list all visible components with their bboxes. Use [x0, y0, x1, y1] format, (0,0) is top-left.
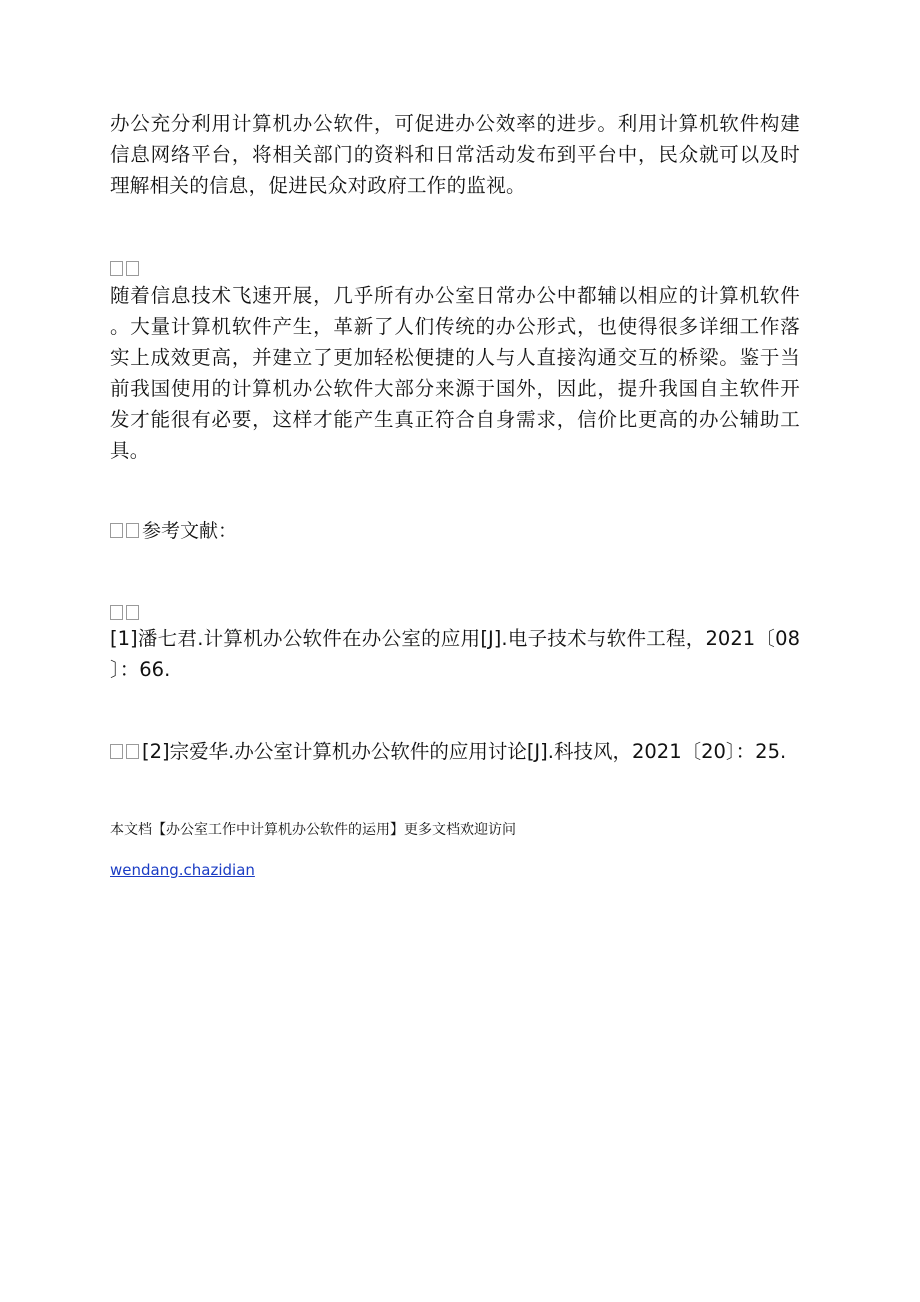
- paragraph-line: 实上成效更高，并建立了更加轻松便捷的人与人直接沟通交互的桥梁。鉴于当: [110, 346, 800, 369]
- footer-link[interactable]: wendang.chazidian: [110, 861, 255, 879]
- reference-1: [110, 623, 800, 685]
- paragraph-line: 随着信息技术飞速开展，几乎所有办公室日常办公中都辅以相应的计算机软件: [110, 284, 800, 307]
- paragraph-2: [110, 280, 800, 466]
- paragraph-line: 前我国使用的计算机办公软件大部分来源于国外，因此，提升我国自主软件开: [110, 377, 800, 400]
- missing-glyph-boxes: [110, 258, 142, 278]
- reference-2: [110, 736, 800, 767]
- paragraph-line: 发才能很有必要，这样才能产生真正符合自身需求，信价比更高的办公辅助工: [110, 408, 800, 431]
- paragraph-line: 。大量计算机软件产生，革新了人们传统的办公形式，也使得很多详细工作落: [110, 315, 800, 338]
- paragraph-line: 理解相关的信息，促进民众对政府工作的监视。: [110, 174, 526, 197]
- missing-glyph-icon: [110, 523, 123, 538]
- missing-glyph-icon: [126, 261, 139, 276]
- missing-glyph-icon: [110, 744, 123, 759]
- reference-line: 〕：66.: [110, 658, 171, 681]
- missing-glyph-icon: [110, 261, 123, 276]
- reference-line: [1]潘七君.计算机办公软件在办公室的应用[J].电子技术与软件工程，2021〔08: [110, 627, 800, 650]
- footer-note: 本文档【办公室工作中计算机办公软件的运用】更多文档欢迎访问: [110, 822, 516, 838]
- missing-glyph-icon: [126, 523, 139, 538]
- paragraph-line: 具。: [110, 439, 150, 462]
- missing-glyph-boxes: [110, 602, 142, 622]
- missing-glyph-icon: [110, 605, 123, 620]
- references-heading: [110, 516, 237, 547]
- paragraph-1: [110, 108, 800, 201]
- missing-glyph-icon: [126, 744, 139, 759]
- paragraph-line: 信息网络平台，将相关部门的资料和日常活动发布到平台中，民众就可以及时: [110, 143, 800, 166]
- missing-glyph-icon: [126, 605, 139, 620]
- reference-line: [2]宗爱华.办公室计算机办公软件的应用讨论[J].科技风，2021〔20〕：25.: [142, 740, 787, 763]
- references-heading-text: 参考文献：: [142, 520, 238, 542]
- paragraph-line: 办公充分利用计算机办公软件，可促进办公效率的进步。利用计算机软件构建: [110, 112, 800, 135]
